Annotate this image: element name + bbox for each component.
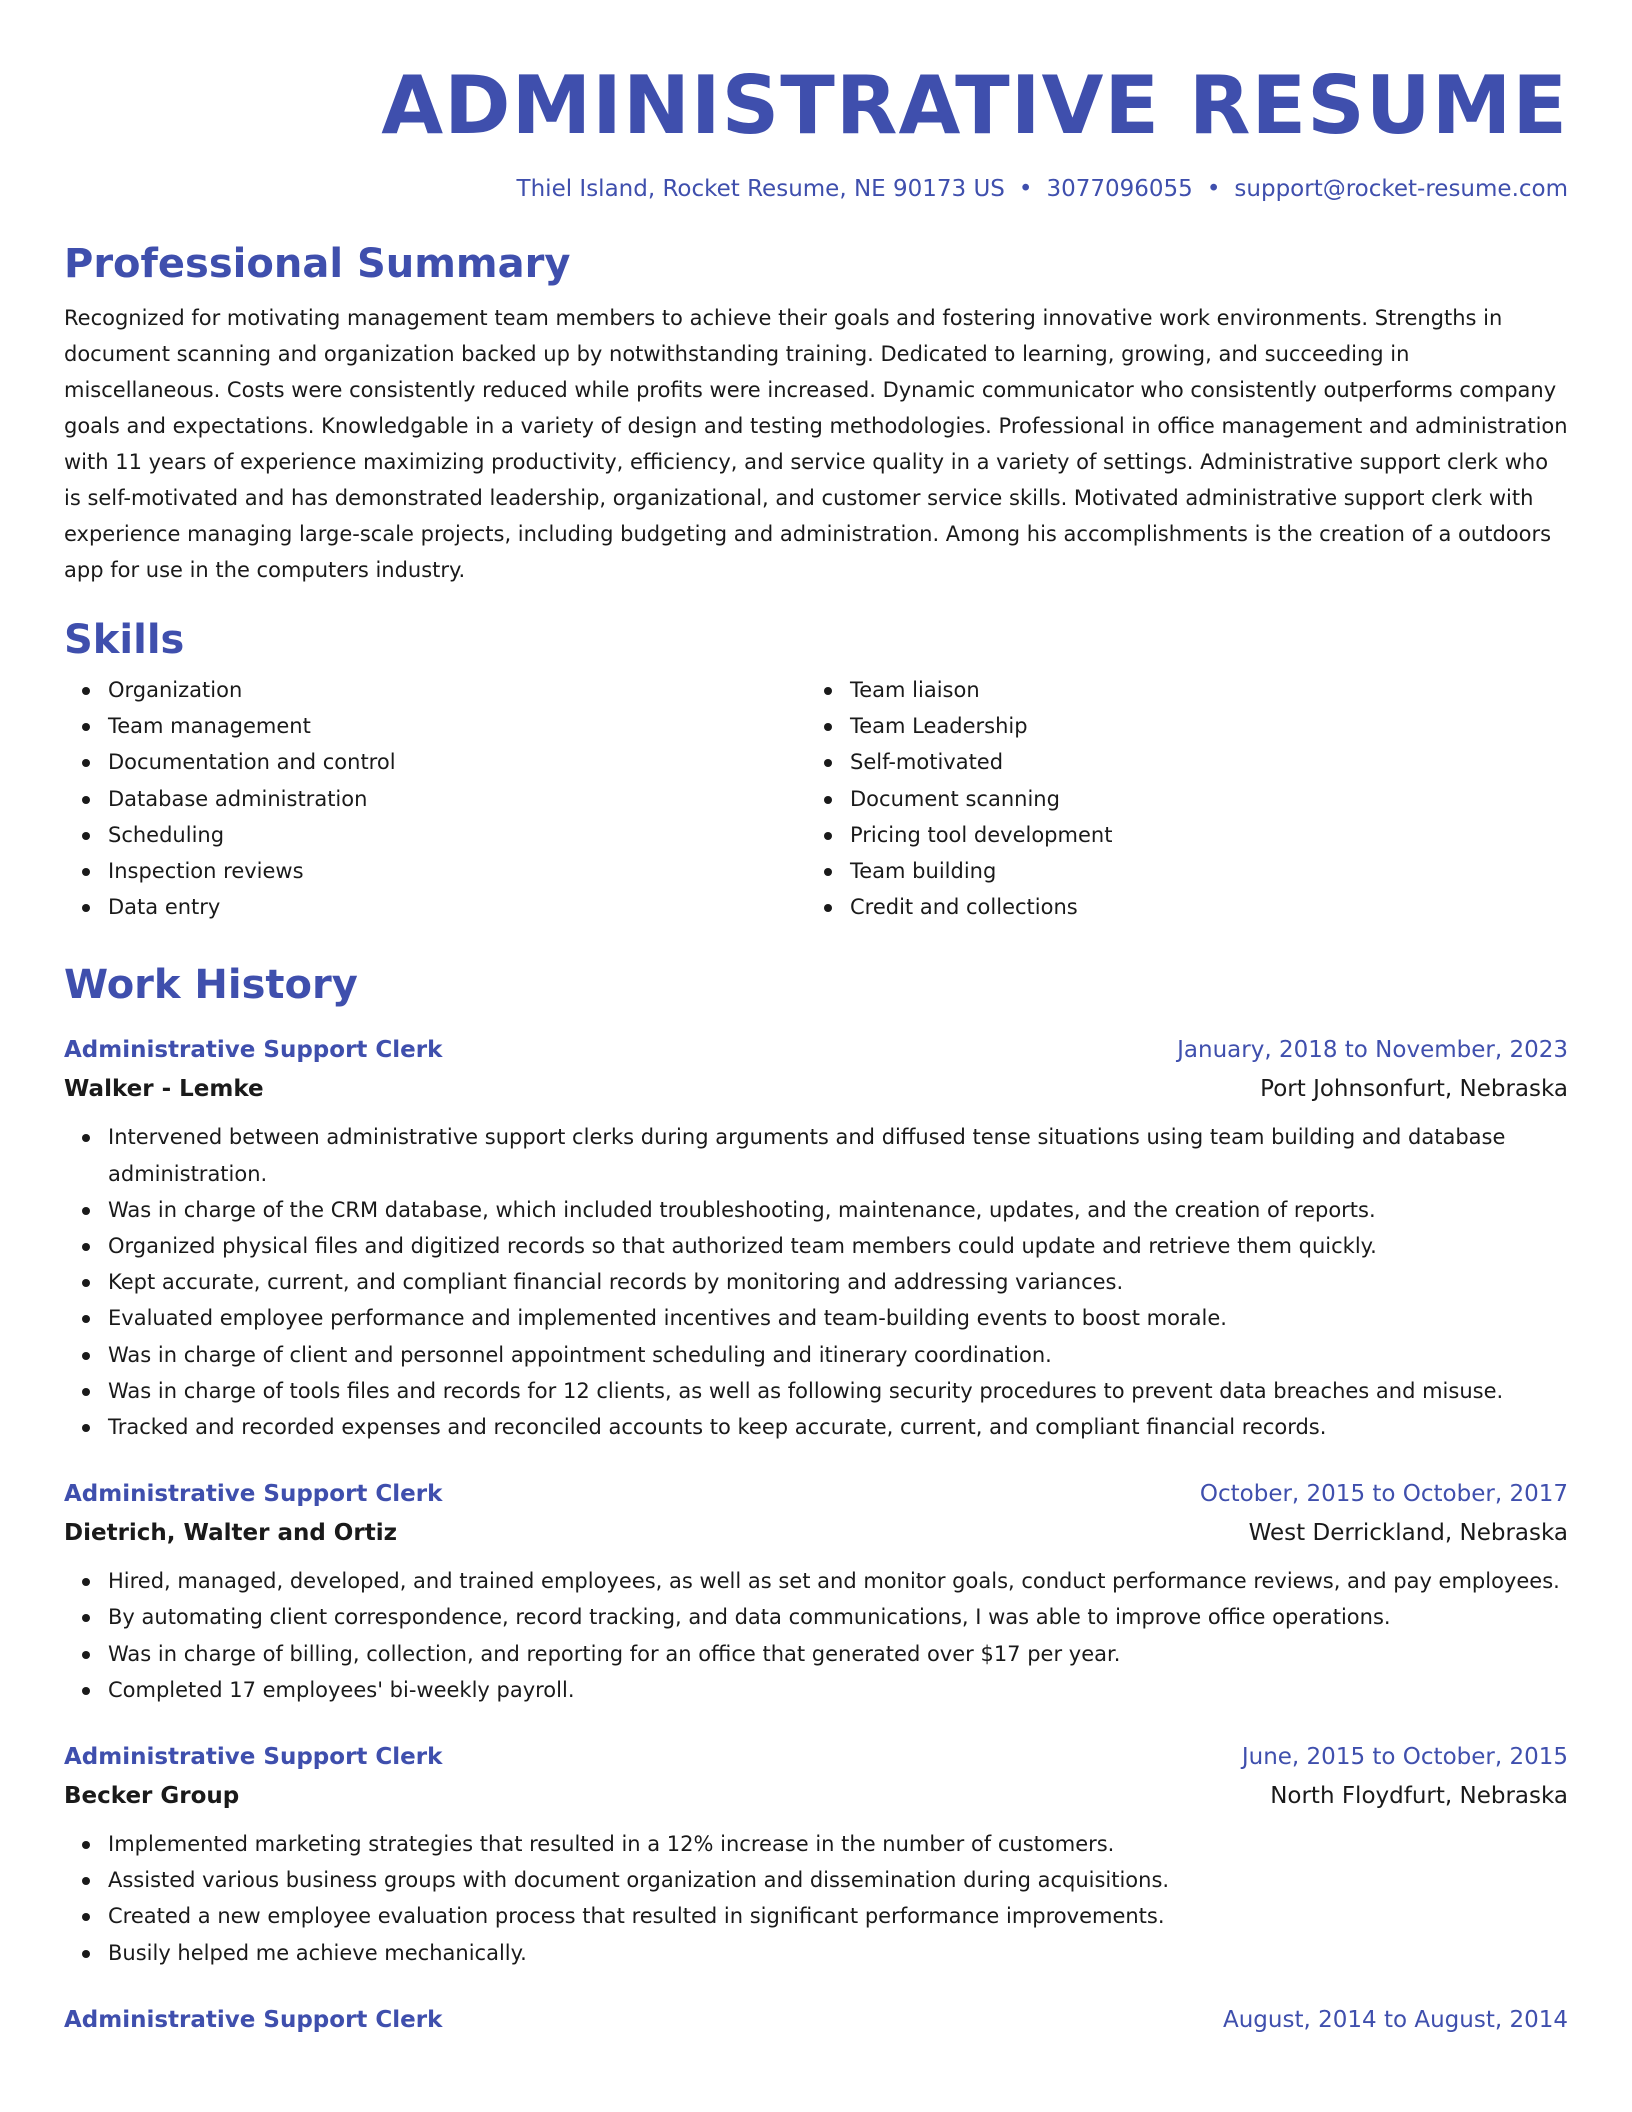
skill-item: Inspection reviews	[64, 853, 806, 889]
skill-item: Credit and collections	[806, 889, 1548, 925]
skills-column-right	[806, 672, 1548, 925]
job-company: Dietrich, Walter and Ortiz	[64, 1520, 397, 1547]
job-title: Administrative Support Clerk	[64, 1037, 443, 1064]
contact-line	[64, 172, 1568, 206]
job-bullet: Busily helped me achieve mechanically.	[64, 1935, 1568, 1971]
skill-item: Team building	[806, 853, 1548, 889]
contact-separator: •	[1206, 176, 1221, 202]
contact-separator: •	[1018, 176, 1033, 202]
job-bullet: Was in charge of the CRM database, which included troubleshooting, maintenance, updates, and the creation of reports.	[64, 1192, 1568, 1228]
job-bullet: Assisted various business groups with document organization and dissemination during acquisitions.	[64, 1862, 1568, 1898]
job-bullet: Intervened between administrative support clerks during arguments and diffused tense situations using team building and database administration.	[64, 1119, 1568, 1191]
job-dates: August, 2014 to August, 2014	[1223, 2006, 1568, 2033]
skill-item: Database administration	[64, 781, 806, 817]
job-entry	[64, 1031, 1568, 1445]
job-location: West Derrickland, Nebraska	[1248, 1520, 1568, 1547]
job-bullets	[64, 1563, 1568, 1708]
skill-item: Team management	[64, 708, 806, 744]
skill-item: Document scanning	[806, 781, 1548, 817]
skills-column-left	[64, 672, 806, 925]
job-title: Administrative Support Clerk	[64, 2006, 443, 2033]
job-bullet: Implemented marketing strategies that resulted in a 12% increase in the number of customers.	[64, 1826, 1568, 1862]
section-title-work-history: Work History	[64, 962, 358, 1009]
skill-item: Scheduling	[64, 817, 806, 853]
contact-phone: 3077096055	[1046, 176, 1193, 202]
job-bullet: Created a new employee evaluation process that resulted in significant performance improvements.	[64, 1898, 1568, 1934]
job-bullet: Tracked and recorded expenses and reconciled accounts to keep accurate, current, and compliant financial records.	[64, 1409, 1568, 1445]
job-dates: June, 2015 to October, 2015	[1241, 1744, 1568, 1771]
job-bullets	[64, 1119, 1568, 1445]
job-bullet: Kept accurate, current, and compliant financial records by monitoring and addressing variances.	[64, 1264, 1568, 1300]
contact-address: Thiel Island, Rocket Resume, NE 90173 US	[516, 176, 1005, 202]
skill-item: Self-motivated	[806, 744, 1548, 780]
job-bullet: Organized physical files and digitized records so that authorized team members could update and retrieve them quickly.	[64, 1228, 1568, 1264]
skill-item: Organization	[64, 672, 806, 708]
job-bullet: Was in charge of client and personnel appointment scheduling and itinerary coordination.	[64, 1337, 1568, 1373]
skill-item: Team Leadership	[806, 708, 1548, 744]
skill-item: Pricing tool development	[806, 817, 1548, 853]
job-dates: January, 2018 to November, 2023	[1177, 1037, 1568, 1064]
job-company: Becker Group	[64, 1783, 240, 1810]
section-title-skills: Skills	[64, 617, 185, 663]
job-entry	[64, 1475, 1568, 1708]
resume-title: ADMINISTRATIVE RESUME	[381, 59, 1568, 152]
job-title: Administrative Support Clerk	[64, 1744, 443, 1771]
job-bullet: Was in charge of tools files and records for 12 clients, as well as following security procedures to prevent data breaches and misuse.	[64, 1373, 1568, 1409]
job-location: Port Johnsonfurt, Nebraska	[1260, 1076, 1568, 1103]
job-bullets	[64, 1826, 1568, 1971]
job-bullet: Was in charge of billing, collection, and reporting for an office that generated over $17 per year.	[64, 1636, 1568, 1672]
skills-list	[64, 672, 1568, 925]
job-title: Administrative Support Clerk	[64, 1481, 443, 1508]
job-bullet: Completed 17 employees' bi-weekly payroll.	[64, 1672, 1568, 1708]
job-entry	[64, 2001, 1568, 2039]
job-bullet: By automating client correspondence, record tracking, and data communications, I was able to improve office operations.	[64, 1599, 1568, 1635]
summary-text: Recognized for motivating management team members to achieve their goals and fostering innovative work environments. Strengths in document scanning and organization backed up by notwithstanding training. Dedicated to learning, growing, and succeeding in miscellaneous. Costs were consistently reduced while profits were increased. Dynamic communicator who consistently outperforms company goals and expectations. Knowledgable in a variety of design and testing methodologies. Professional in office management and administration with 11 years of experience maximizing productivity, efficiency, and service quality in a variety of settings. Administrative support clerk who is self-motivated and has demonstrated leadership, organizational, and customer service skills. Motivated administrative support clerk with experience managing large-scale projects, including budgeting and administration. Among his accomplishments is the creation of a outdoors app for use in the computers industry.	[64, 306, 1568, 582]
job-company: Walker - Lemke	[64, 1076, 264, 1103]
job-location: North Floydfurt, Nebraska	[1270, 1783, 1568, 1810]
section-title-summary: Professional Summary	[64, 241, 571, 287]
job-bullet: Evaluated employee performance and implemented incentives and team-building events to boost morale.	[64, 1300, 1568, 1336]
job-bullet: Hired, managed, developed, and trained employees, as well as set and monitor goals, conduct performance reviews, and pay employees.	[64, 1563, 1568, 1599]
contact-email[interactable]: support@rocket-resume.com	[1234, 176, 1568, 202]
job-entry	[64, 1738, 1568, 1971]
skill-item: Data entry	[64, 889, 806, 925]
skill-item: Team liaison	[806, 672, 1548, 708]
job-dates: October, 2015 to October, 2017	[1199, 1481, 1568, 1508]
skill-item: Documentation and control	[64, 744, 806, 780]
